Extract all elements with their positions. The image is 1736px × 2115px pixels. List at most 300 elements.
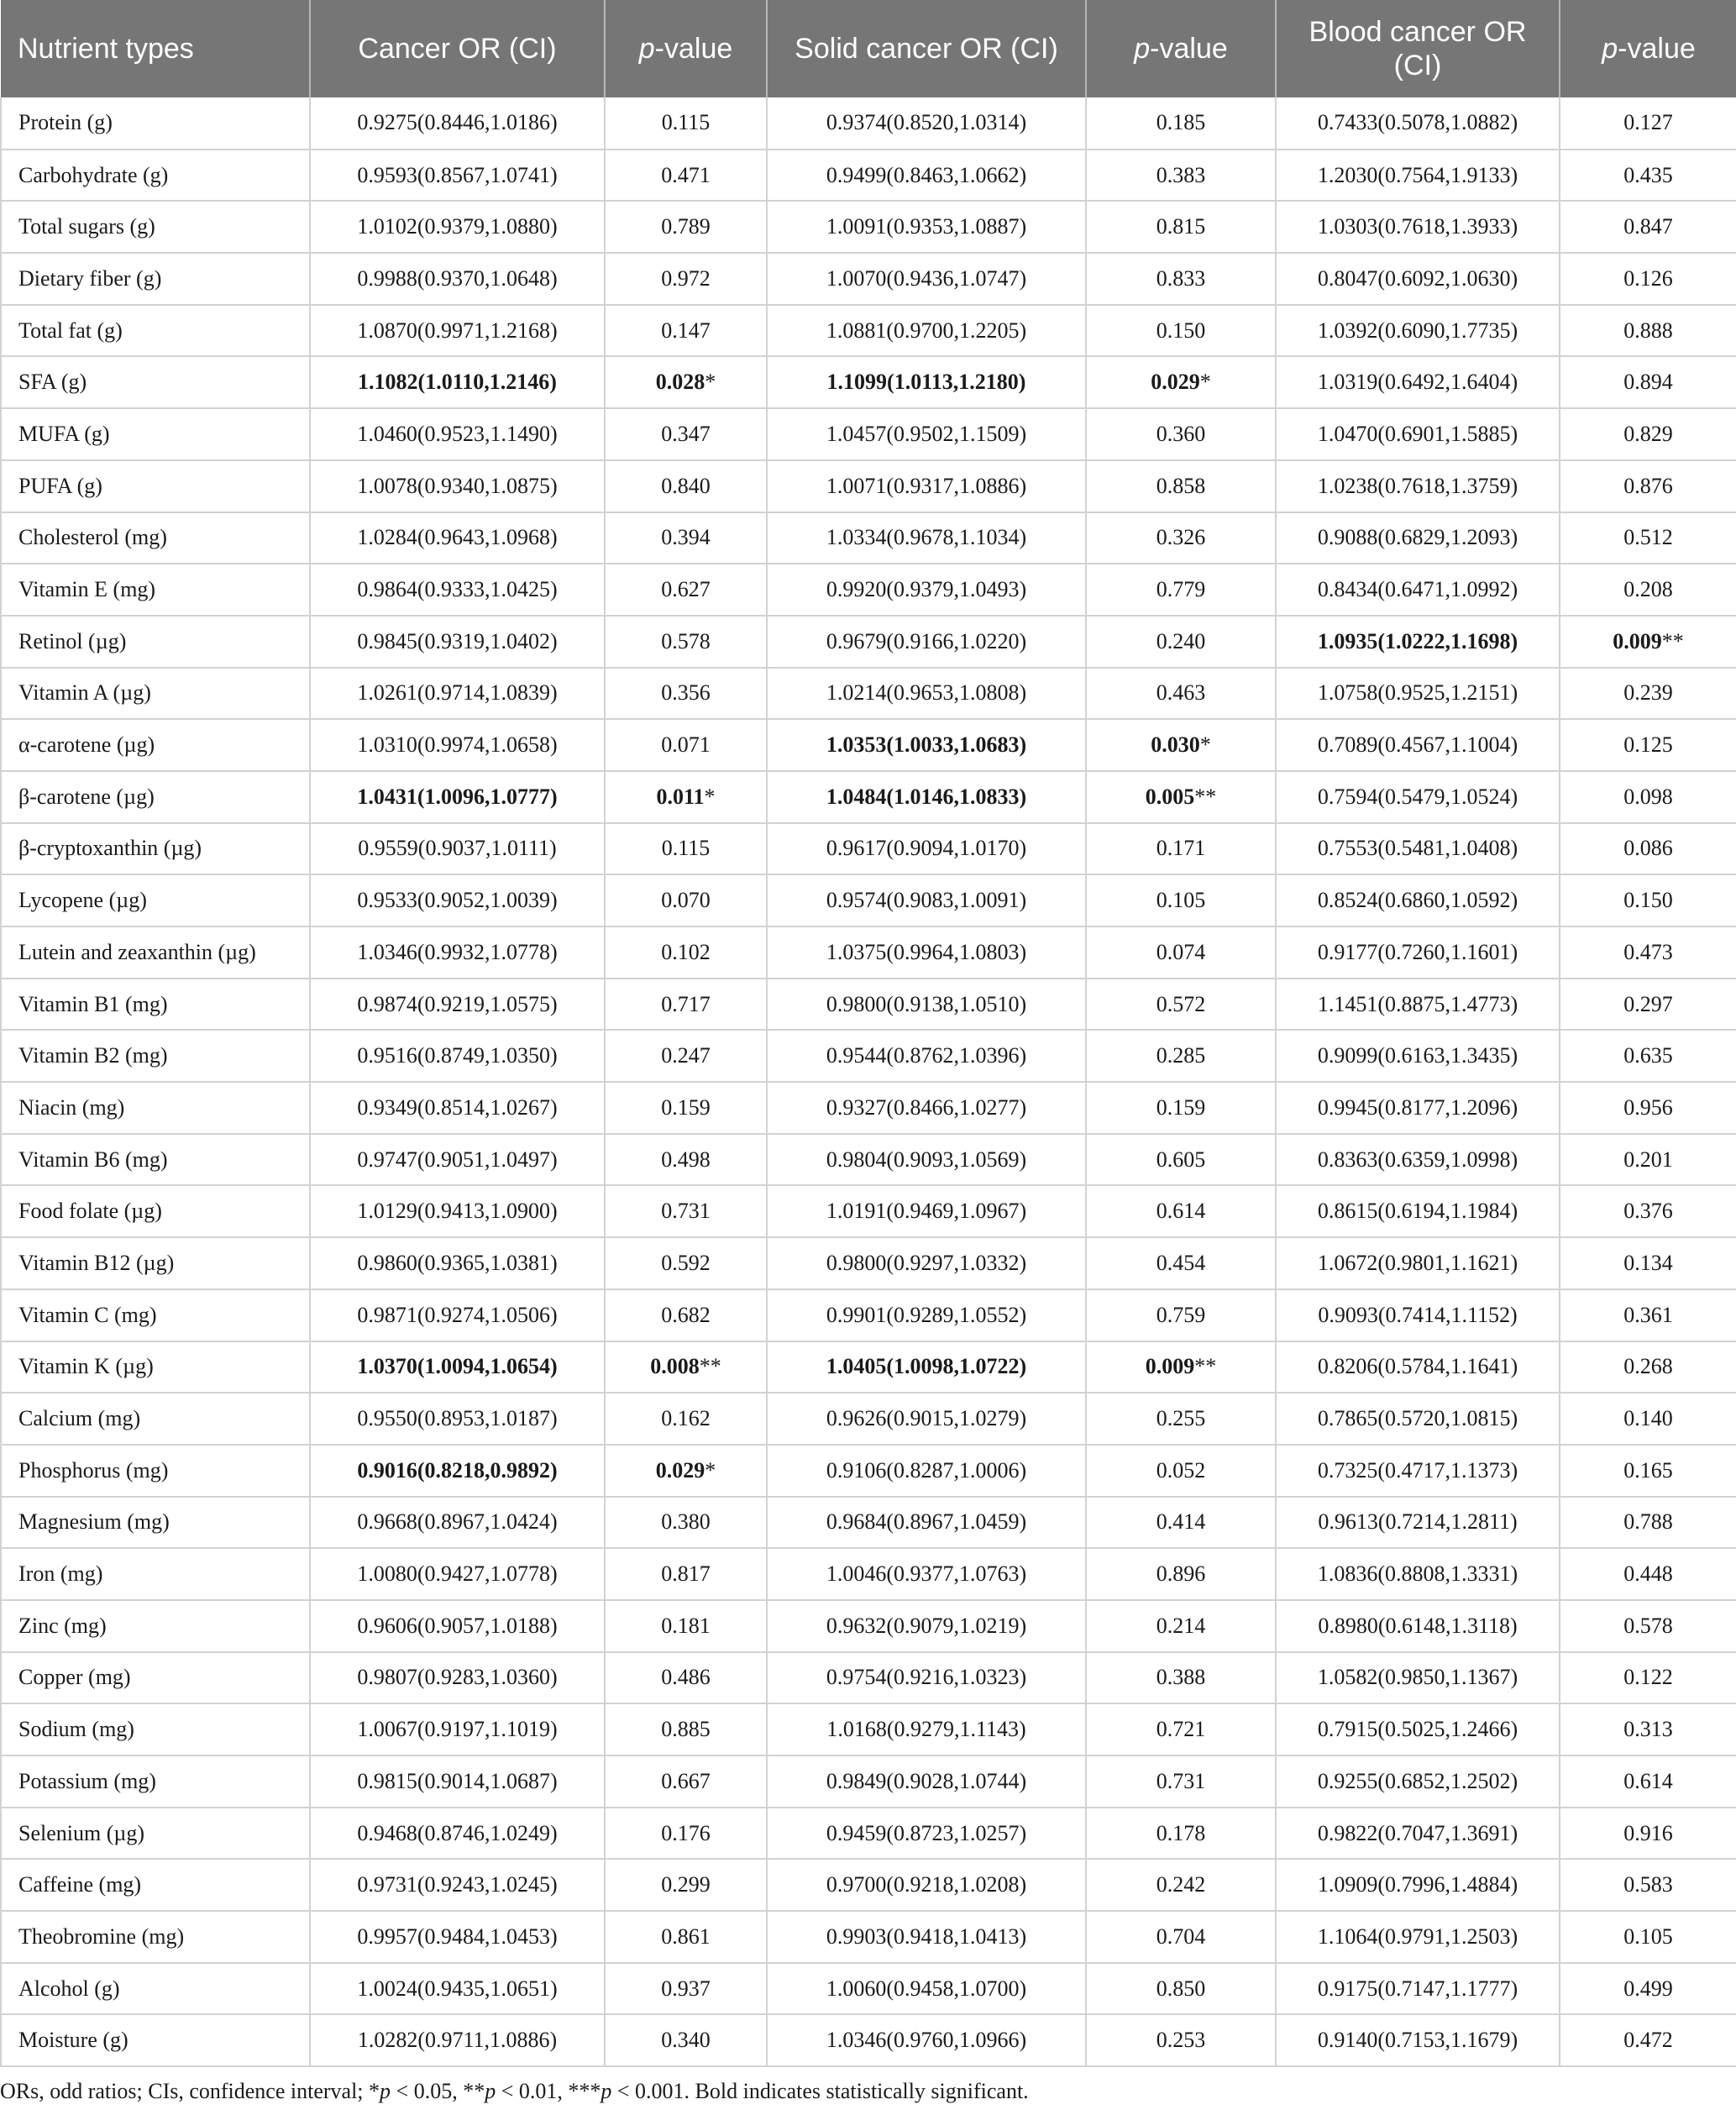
- solid-p-value-cell: [1086, 1703, 1276, 1756]
- table-row: [1, 1393, 1736, 1445]
- cell-value: 0.7553(0.5481,1.0408): [1317, 836, 1518, 861]
- blood-cancer-or-cell: [1276, 771, 1560, 823]
- solid-p-value-cell: [1086, 1341, 1276, 1393]
- cell-value: 0.8206(0.5784,1.1641): [1317, 1354, 1518, 1379]
- cancer-or-cell: [310, 460, 605, 512]
- cell-value: 0.454: [1156, 1250, 1206, 1275]
- cell-value: 0.896: [1156, 1561, 1206, 1587]
- table-row: [1, 564, 1736, 616]
- cancer-or-cell: [310, 1963, 605, 2015]
- cell-value: 1.0881(0.9700,1.2205): [826, 318, 1027, 343]
- solid-cancer-or-cell: [767, 979, 1086, 1031]
- cancer-p-value-cell: [605, 253, 767, 305]
- cell-value: 0.150: [1156, 318, 1206, 343]
- solid-p-value-cell: [1086, 1548, 1276, 1600]
- solid-cancer-or-cell: [767, 1030, 1086, 1082]
- cancer-or-cell: [310, 874, 605, 926]
- cancer-or-cell: [310, 356, 605, 408]
- cell-value: 0.627: [661, 577, 711, 602]
- header-row: [1, 0, 1736, 97]
- cell-value: 0.9544(0.8762,1.0396): [826, 1043, 1027, 1068]
- table-row: [1, 2014, 1736, 2066]
- header-p-rest: -value: [1618, 33, 1696, 65]
- solid-p-value-cell: [1086, 97, 1276, 150]
- nutrient-name-cell: β-cryptoxanthin (µg): [1, 823, 310, 875]
- cell-value: 0.635: [1623, 1043, 1673, 1068]
- solid-cancer-or-cell: [767, 253, 1086, 305]
- solid-cancer-or-cell: [767, 305, 1086, 357]
- nutrient-name-cell: Vitamin A (µg): [1, 668, 310, 720]
- cell-value: 0.876: [1623, 473, 1673, 498]
- blood-p-value-cell: [1560, 460, 1736, 512]
- cell-value: 0.779: [1156, 577, 1206, 602]
- blood-cancer-or-cell: [1276, 460, 1560, 512]
- header-nutrient-types: [1, 0, 310, 97]
- blood-p-value-cell: [1560, 1756, 1736, 1808]
- cancer-or-cell: [310, 1756, 605, 1808]
- solid-p-value-cell: [1086, 1030, 1276, 1082]
- solid-p-value-cell: [1086, 979, 1276, 1031]
- table-row: [1, 1030, 1736, 1082]
- solid-cancer-or-cell: [767, 97, 1086, 150]
- cell-value: 1.0091(0.9353,1.0887): [826, 214, 1027, 239]
- blood-cancer-or-cell: [1276, 1185, 1560, 1237]
- cell-value: 0.9849(0.9028,1.0744): [826, 1768, 1027, 1793]
- cell-value: 1.0484(1.0146,1.0833): [826, 784, 1027, 809]
- solid-p-value-cell: [1086, 201, 1276, 253]
- cancer-or-cell: [310, 1134, 605, 1186]
- cancer-p-value-cell: [605, 926, 767, 979]
- table-row: [1, 616, 1736, 668]
- cell-value: 0.9617(0.9094,1.0170): [826, 836, 1027, 861]
- header-blood-cancer-or: [1276, 0, 1560, 97]
- cell-value: 0.9903(0.9418,1.0413): [826, 1923, 1027, 1949]
- blood-cancer-or-cell: [1276, 512, 1560, 564]
- solid-p-value-cell: [1086, 1134, 1276, 1186]
- nutrient-name-cell: Magnesium (mg): [1, 1497, 310, 1549]
- blood-p-value-cell: [1560, 253, 1736, 305]
- cancer-or-cell: [310, 1859, 605, 1911]
- blood-p-value-cell: [1560, 926, 1736, 979]
- solid-p-value-cell: [1086, 1497, 1276, 1549]
- cell-value: 0.9550(0.8953,1.0187): [357, 1406, 558, 1431]
- table-row: [1, 771, 1736, 823]
- blood-p-value-cell: [1560, 979, 1736, 1031]
- table-row: [1, 201, 1736, 253]
- cell-value: 0.9945(0.8177,1.2096): [1317, 1094, 1518, 1120]
- cell-value: 1.0310(0.9974,1.0658): [357, 732, 558, 758]
- solid-cancer-or-cell: [767, 1600, 1086, 1652]
- nutrient-name-cell: Dietary fiber (g): [1, 253, 310, 305]
- nutrient-name-cell: Niacin (mg): [1, 1082, 310, 1134]
- cell-value: 0.7915(0.5025,1.2466): [1317, 1717, 1518, 1742]
- footnote-text-2: < 0.05, **: [391, 2079, 485, 2103]
- cancer-p-value-cell: [605, 771, 767, 823]
- blood-cancer-or-cell: [1276, 926, 1560, 979]
- blood-p-value-cell: [1560, 201, 1736, 253]
- cell-value: 0.9626(0.9015,1.0279): [826, 1406, 1027, 1431]
- blood-cancer-or-cell: [1276, 1030, 1560, 1082]
- blood-p-value-cell: [1560, 305, 1736, 357]
- cell-value: 0.9668(0.8967,1.0424): [357, 1509, 558, 1535]
- header-nutrient-types-label: Nutrient types: [18, 33, 194, 65]
- blood-cancer-or-cell: [1276, 2014, 1560, 2066]
- blood-cancer-or-cell: [1276, 1082, 1560, 1134]
- cell-value: 0.383: [1156, 162, 1206, 187]
- cell-value: 0.380: [661, 1509, 711, 1535]
- cancer-p-value-cell: [605, 460, 767, 512]
- cell-value: 0.005: [1145, 784, 1195, 809]
- footnote-p-2: p: [485, 2079, 496, 2103]
- table-row: [1, 512, 1736, 564]
- cancer-or-cell: [310, 305, 605, 357]
- cell-value: 0.105: [1623, 1923, 1673, 1949]
- nutrient-name-cell: MUFA (g): [1, 408, 310, 460]
- cell-value: 1.0168(0.9279,1.1143): [826, 1717, 1026, 1742]
- cell-value: 0.070: [661, 888, 711, 913]
- header-p-rest: -value: [1150, 33, 1228, 65]
- cell-value: 0.9864(0.9333,1.0425): [357, 577, 558, 602]
- cell-value: 1.0392(0.6090,1.7735): [1317, 318, 1518, 343]
- solid-p-value-cell: [1086, 1652, 1276, 1704]
- significance-marker: *: [705, 1457, 716, 1483]
- cell-value: 1.0080(0.9427,1.0778): [357, 1561, 558, 1587]
- solid-cancer-or-cell: [767, 668, 1086, 720]
- cell-value: 0.9106(0.8287,1.0006): [826, 1457, 1027, 1483]
- blood-cancer-or-cell: [1276, 874, 1560, 926]
- nutrient-name-cell: Vitamin B2 (mg): [1, 1030, 310, 1082]
- cell-value: 0.8980(0.6148,1.3118): [1318, 1613, 1518, 1638]
- cell-value: 0.916: [1623, 1820, 1673, 1845]
- cancer-or-cell: [310, 564, 605, 616]
- significance-marker: **: [1661, 628, 1684, 653]
- cancer-p-value-cell: [605, 1185, 767, 1237]
- cell-value: 0.7865(0.5720,1.0815): [1317, 1406, 1518, 1431]
- header-p-italic: p: [1602, 33, 1618, 65]
- blood-p-value-cell: [1560, 1911, 1736, 1963]
- cancer-or-cell: [310, 1911, 605, 1963]
- cancer-p-value-cell: [605, 616, 767, 668]
- cancer-or-cell: [310, 408, 605, 460]
- cell-value: 0.115: [661, 110, 711, 135]
- cell-value: 0.731: [661, 1199, 711, 1224]
- cell-value: 0.847: [1623, 214, 1673, 239]
- nutrient-name-cell: Moisture (g): [1, 2014, 310, 2066]
- cell-value: 0.361: [1623, 1302, 1673, 1327]
- solid-p-value-cell: [1086, 150, 1276, 202]
- solid-cancer-or-cell: [767, 1445, 1086, 1497]
- solid-p-value-cell: [1086, 668, 1276, 720]
- table-row: [1, 1237, 1736, 1289]
- cell-value: 1.0129(0.9413,1.0900): [357, 1199, 558, 1224]
- cell-value: 0.255: [1156, 1406, 1206, 1431]
- cell-value: 1.0405(1.0098,1.0722): [826, 1354, 1027, 1379]
- blood-p-value-cell: [1560, 1808, 1736, 1860]
- cell-value: 0.414: [1156, 1509, 1206, 1535]
- cell-value: 0.9327(0.8466,1.0277): [826, 1094, 1027, 1120]
- cell-value: 1.0046(0.9377,1.0763): [826, 1561, 1027, 1587]
- cancer-p-value-cell: [605, 150, 767, 202]
- cell-value: 0.008: [650, 1354, 700, 1379]
- table-row: [1, 1341, 1736, 1393]
- table-row: [1, 150, 1736, 202]
- cancer-p-value-cell: [605, 1393, 767, 1445]
- solid-cancer-or-cell: [767, 1963, 1086, 2015]
- solid-p-value-cell: [1086, 460, 1276, 512]
- cell-value: 1.0067(0.9197,1.1019): [357, 1717, 558, 1742]
- solid-cancer-or-cell: [767, 356, 1086, 408]
- cell-value: 0.009: [1145, 1354, 1195, 1379]
- table-row: [1, 253, 1736, 305]
- blood-cancer-or-cell: [1276, 1548, 1560, 1600]
- cell-value: 1.0758(0.9525,1.2151): [1317, 680, 1518, 706]
- cell-value: 0.858: [1156, 473, 1206, 498]
- solid-cancer-or-cell: [767, 1548, 1086, 1600]
- blood-p-value-cell: [1560, 616, 1736, 668]
- cell-value: 0.253: [1156, 2028, 1206, 2053]
- cell-value: 1.0909(0.7996,1.4884): [1317, 1872, 1518, 1897]
- cell-value: 1.0346(0.9932,1.0778): [357, 939, 558, 964]
- nutrient-name-cell: Calcium (mg): [1, 1393, 310, 1445]
- cell-value: 0.9349(0.8514,1.0267): [357, 1094, 558, 1120]
- solid-cancer-or-cell: [767, 1859, 1086, 1911]
- cancer-or-cell: [310, 1082, 605, 1134]
- cell-value: 0.201: [1623, 1147, 1673, 1172]
- cell-value: 0.9574(0.9083,1.0091): [826, 888, 1027, 913]
- significance-marker: **: [1194, 1354, 1217, 1379]
- cell-value: 1.0319(0.6492,1.6404): [1317, 370, 1518, 395]
- cancer-p-value-cell: [605, 1859, 767, 1911]
- cell-value: 0.578: [1623, 1613, 1673, 1638]
- cell-value: 0.171: [1156, 836, 1206, 861]
- cell-value: 0.9700(0.9218,1.0208): [826, 1872, 1027, 1897]
- cell-value: 1.0370(1.0094,1.0654): [357, 1354, 558, 1379]
- cell-value: 0.435: [1623, 162, 1673, 187]
- solid-cancer-or-cell: [767, 408, 1086, 460]
- cell-value: 0.150: [1623, 888, 1673, 913]
- cell-value: 0.833: [1156, 265, 1206, 291]
- cell-value: 0.9459(0.8723,1.0257): [826, 1820, 1027, 1845]
- cell-value: 1.0214(0.9653,1.0808): [826, 680, 1027, 706]
- cell-value: 0.176: [661, 1820, 711, 1845]
- cancer-p-value-cell: [605, 1082, 767, 1134]
- blood-cancer-or-cell: [1276, 305, 1560, 357]
- solid-p-value-cell: [1086, 1185, 1276, 1237]
- cell-value: 0.268: [1623, 1354, 1673, 1379]
- cancer-or-cell: [310, 1289, 605, 1341]
- solid-p-value-cell: [1086, 616, 1276, 668]
- cancer-p-value-cell: [605, 1911, 767, 1963]
- cell-value: 0.9747(0.9051,1.0497): [357, 1147, 558, 1172]
- solid-p-value-cell: [1086, 564, 1276, 616]
- cell-value: 0.326: [1156, 525, 1206, 550]
- blood-p-value-cell: [1560, 1703, 1736, 1756]
- cell-value: 0.9175(0.7147,1.1777): [1317, 1976, 1518, 2001]
- cell-value: 0.7089(0.4567,1.1004): [1317, 732, 1518, 758]
- table-row: [1, 1911, 1736, 1963]
- cell-value: 0.9516(0.8749,1.0350): [357, 1043, 558, 1068]
- cell-value: 0.9613(0.7214,1.2811): [1318, 1509, 1518, 1535]
- cell-value: 0.134: [1623, 1250, 1673, 1275]
- cancer-or-cell: [310, 771, 605, 823]
- cancer-p-value-cell: [605, 1237, 767, 1289]
- cancer-or-cell: [310, 616, 605, 668]
- cell-value: 1.0191(0.9469,1.0967): [826, 1199, 1027, 1224]
- solid-p-value-cell: [1086, 926, 1276, 979]
- cell-value: 0.208: [1623, 577, 1673, 602]
- cell-value: 0.9255(0.6852,1.2502): [1317, 1768, 1518, 1793]
- nutrient-name-cell: Carbohydrate (g): [1, 150, 310, 202]
- blood-cancer-or-cell: [1276, 356, 1560, 408]
- solid-cancer-or-cell: [767, 771, 1086, 823]
- cell-value: 0.9807(0.9283,1.0360): [357, 1665, 558, 1690]
- nutrient-name-cell: Total sugars (g): [1, 201, 310, 253]
- cell-value: 1.0672(0.9801,1.1621): [1317, 1250, 1518, 1275]
- nutrient-name-cell: α-carotene (µg): [1, 719, 310, 771]
- blood-p-value-cell: [1560, 97, 1736, 150]
- table-body: [1, 97, 1736, 2066]
- cell-value: 0.178: [1156, 1820, 1206, 1845]
- blood-p-value-cell: [1560, 1600, 1736, 1652]
- cancer-p-value-cell: [605, 1445, 767, 1497]
- table-row: [1, 979, 1736, 1031]
- cell-value: 0.029: [655, 1457, 705, 1483]
- cell-value: 0.360: [1156, 421, 1206, 446]
- cell-value: 0.512: [1623, 525, 1673, 550]
- table-row: [1, 1808, 1736, 1860]
- cancer-or-cell: [310, 1445, 605, 1497]
- table-row: [1, 1134, 1736, 1186]
- table-row: [1, 823, 1736, 875]
- solid-p-value-cell: [1086, 1963, 1276, 2015]
- cell-value: 0.861: [661, 1923, 711, 1949]
- nutrient-name-cell: β-carotene (µg): [1, 771, 310, 823]
- cell-value: 0.817: [661, 1561, 711, 1587]
- cancer-p-value-cell: [605, 1548, 767, 1600]
- cell-value: 0.074: [1156, 939, 1206, 964]
- solid-cancer-or-cell: [767, 1185, 1086, 1237]
- cell-value: 1.0582(0.9850,1.1367): [1317, 1665, 1518, 1690]
- cell-value: 0.162: [661, 1406, 711, 1431]
- cell-value: 0.115: [661, 836, 711, 861]
- cell-value: 1.0060(0.9458,1.0700): [826, 1976, 1027, 2001]
- cancer-or-cell: [310, 1600, 605, 1652]
- table-row: [1, 1497, 1736, 1549]
- significance-marker: *: [704, 784, 716, 809]
- blood-cancer-or-cell: [1276, 1134, 1560, 1186]
- blood-cancer-or-cell: [1276, 823, 1560, 875]
- cell-value: 0.9871(0.9274,1.0506): [357, 1302, 558, 1327]
- solid-cancer-or-cell: [767, 1808, 1086, 1860]
- table-row: [1, 1445, 1736, 1497]
- cell-value: 0.9593(0.8567,1.0741): [357, 162, 558, 187]
- nutrient-name-cell: PUFA (g): [1, 460, 310, 512]
- cell-value: 1.1064(0.9791,1.2503): [1317, 1923, 1518, 1949]
- blood-p-value-cell: [1560, 1082, 1736, 1134]
- cell-value: 1.1451(0.8875,1.4773): [1317, 991, 1518, 1016]
- nutrient-name-cell: Selenium (µg): [1, 1808, 310, 1860]
- cell-value: 0.122: [1623, 1665, 1673, 1690]
- blood-cancer-or-cell: [1276, 564, 1560, 616]
- table-row: [1, 668, 1736, 720]
- cell-value: 0.9088(0.6829,1.2093): [1317, 525, 1518, 550]
- cell-value: 0.9093(0.7414,1.1152): [1318, 1302, 1518, 1327]
- nutrient-name-cell: Vitamin B6 (mg): [1, 1134, 310, 1186]
- solid-cancer-or-cell: [767, 1341, 1086, 1393]
- nutrient-name-cell: Vitamin B1 (mg): [1, 979, 310, 1031]
- blood-cancer-or-cell: [1276, 1756, 1560, 1808]
- cell-value: 1.0334(0.9678,1.1034): [826, 525, 1027, 550]
- cell-value: 0.815: [1156, 214, 1206, 239]
- nutrient-name-cell: Potassium (mg): [1, 1756, 310, 1808]
- table-row: [1, 1703, 1736, 1756]
- cancer-p-value-cell: [605, 356, 767, 408]
- header-cancer-p-value: [605, 0, 767, 97]
- cell-value: 0.009: [1613, 628, 1662, 653]
- nutrient-name-cell: SFA (g): [1, 356, 310, 408]
- solid-cancer-or-cell: [767, 1703, 1086, 1756]
- cell-value: 0.956: [1623, 1094, 1673, 1120]
- cell-value: 0.297: [1623, 991, 1673, 1016]
- solid-cancer-or-cell: [767, 823, 1086, 875]
- cell-value: 0.840: [661, 473, 711, 498]
- blood-p-value-cell: [1560, 1548, 1736, 1600]
- cell-value: 0.125: [1623, 732, 1673, 758]
- solid-p-value-cell: [1086, 253, 1276, 305]
- cancer-or-cell: [310, 823, 605, 875]
- blood-cancer-or-cell: [1276, 1911, 1560, 1963]
- cell-value: 0.9559(0.9037,1.0111): [358, 836, 557, 861]
- blood-p-value-cell: [1560, 1341, 1736, 1393]
- blood-p-value-cell: [1560, 150, 1736, 202]
- cell-value: 0.299: [661, 1872, 711, 1897]
- cell-value: 0.8047(0.6092,1.0630): [1317, 265, 1518, 291]
- solid-cancer-or-cell: [767, 201, 1086, 253]
- cancer-or-cell: [310, 253, 605, 305]
- cell-value: 0.356: [661, 680, 711, 706]
- table-header: [1, 0, 1736, 97]
- cell-value: 0.8524(0.6860,1.0592): [1317, 888, 1518, 913]
- cell-value: 0.463: [1156, 680, 1206, 706]
- cell-value: 0.147: [661, 318, 711, 343]
- cell-value: 0.285: [1156, 1043, 1206, 1068]
- cancer-or-cell: [310, 1652, 605, 1704]
- cancer-p-value-cell: [605, 97, 767, 150]
- cell-value: 0.9684(0.8967,1.0459): [826, 1509, 1027, 1535]
- nutrient-name-cell: Phosphorus (mg): [1, 1445, 310, 1497]
- solid-p-value-cell: [1086, 1600, 1276, 1652]
- blood-cancer-or-cell: [1276, 1963, 1560, 2015]
- table-row: [1, 1548, 1736, 1600]
- cell-value: 0.471: [661, 162, 711, 187]
- blood-p-value-cell: [1560, 408, 1736, 460]
- significance-marker: *: [1199, 732, 1211, 758]
- cancer-p-value-cell: [605, 305, 767, 357]
- cell-value: 0.086: [1623, 836, 1673, 861]
- cell-value: 1.1082(1.0110,1.2146): [358, 370, 557, 395]
- cancer-or-cell: [310, 1393, 605, 1445]
- cell-value: 0.704: [1156, 1923, 1206, 1949]
- solid-cancer-or-cell: [767, 150, 1086, 202]
- cancer-or-cell: [310, 979, 605, 1031]
- blood-cancer-or-cell: [1276, 1445, 1560, 1497]
- header-solid-cancer-or: [767, 0, 1086, 97]
- solid-cancer-or-cell: [767, 2014, 1086, 2066]
- header-cancer-or: [310, 0, 605, 97]
- cancer-p-value-cell: [605, 1341, 767, 1393]
- cell-value: 0.583: [1623, 1872, 1673, 1897]
- cancer-or-cell: [310, 1497, 605, 1549]
